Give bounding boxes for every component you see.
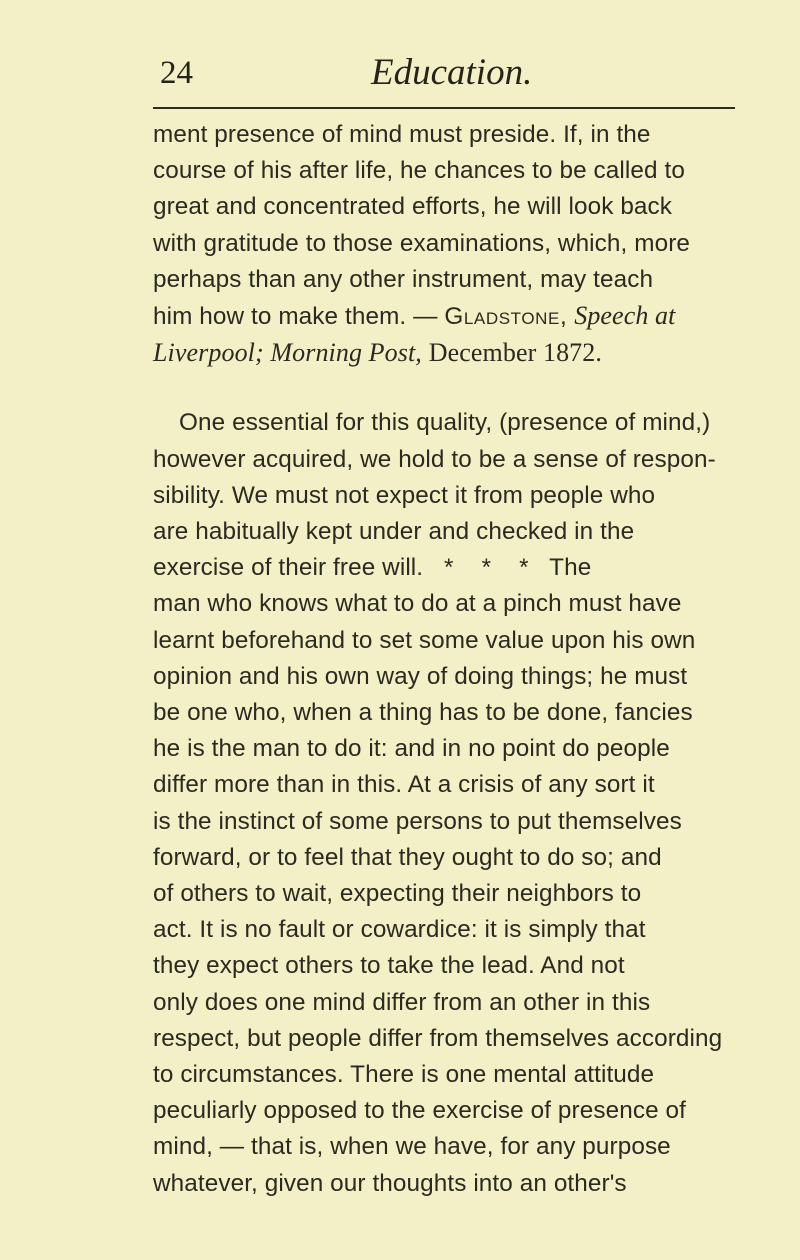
line-text: exercise of their free will. (153, 554, 424, 582)
page-number: 24 (160, 55, 193, 91)
text-line: act. It is no fault or cowardice: it is simply that (153, 916, 646, 944)
text-line: he is the man to do it: and in no point do people (153, 735, 670, 763)
text-line: with gratitude to those examinations, which, more (153, 229, 690, 257)
text-line: forward, or to feel that they ought to do so; and (153, 843, 662, 871)
text-line: however acquired, we hold to be a sense of respon- (153, 445, 716, 473)
text-line: great and concentrated efforts, he will look back (153, 193, 673, 221)
paragraph-quotation (153, 117, 737, 372)
text-line: be one who, when a thing has to be done, fancies (153, 699, 693, 727)
text-line: perhaps than any other instrument, may teach (153, 265, 654, 293)
text-line: One essential for this quality, (presence of mind,) (179, 409, 711, 437)
asterisk-mark: * (444, 554, 454, 582)
text-line: are habitually kept under and checked in the (153, 518, 635, 546)
body-text (153, 117, 737, 1202)
running-head: Education. (371, 52, 533, 93)
line-text: The (549, 554, 592, 582)
text-line: they expect others to take the lead. And not (153, 952, 625, 980)
text-line: differ more than in this. At a crisis of any sort it (153, 771, 655, 799)
text-line (153, 335, 737, 372)
citation-source: Speech at (574, 301, 676, 331)
citation-author: Gladstone, (444, 303, 568, 331)
citation-date: December 1872. (428, 338, 602, 368)
text-line: sibility. We must not expect it from people who (153, 481, 656, 509)
page-header (0, 48, 800, 98)
asterisk-mark: * (519, 554, 529, 582)
text-line: respect, but people differ from themselves according (153, 1024, 723, 1052)
text-line: to circumstances. There is one mental attitude (153, 1061, 655, 1089)
text-line: peculiarly opposed to the exercise of presence of (153, 1097, 687, 1125)
text-line (153, 298, 737, 335)
text-line: man who knows what to do at a pinch must have (153, 590, 682, 618)
paragraph-presence-of-mind (153, 405, 737, 1201)
text-line: is the instinct of some persons to put themselves (153, 807, 682, 835)
asterisk-mark: * (481, 554, 492, 582)
citation-source: Liverpool; Morning Post, (153, 338, 422, 368)
text-line: whatever, given our thoughts into an other's (153, 1169, 627, 1197)
text-line: only does one mind differ from an other in this (153, 988, 651, 1016)
text-line: of others to wait, expecting their neighbors to (153, 880, 642, 908)
line-text: him how to make them. — (153, 303, 445, 331)
text-line: course of his after life, he chances to be called to (153, 157, 685, 185)
text-line: learnt beforehand to set some value upon his own (153, 626, 696, 654)
text-line: mind, — that is, when we have, for any purpose (153, 1133, 671, 1161)
text-line (153, 550, 737, 586)
text-line: ment presence of mind must preside. If, in the (153, 121, 651, 148)
text-line: opinion and his own way of doing things; he must (153, 662, 688, 690)
header-rule (153, 107, 735, 109)
